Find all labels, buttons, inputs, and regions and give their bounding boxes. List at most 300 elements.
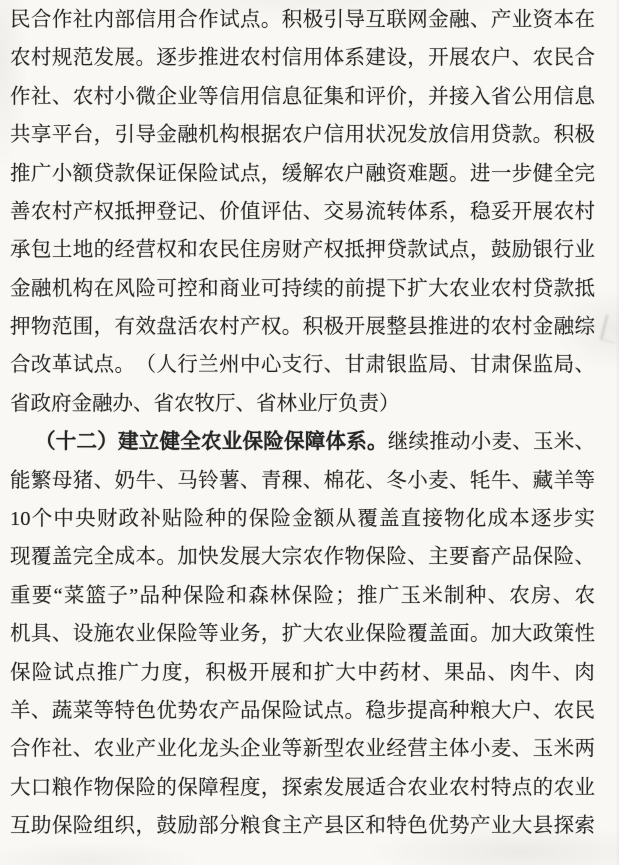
glyph: 业 [490,815,512,838]
glyph: 和 [226,584,247,607]
glyph: 势 [449,815,470,838]
glyph: 、 [51,623,73,646]
glyph: 等 [281,738,303,761]
glyph: 局 [553,354,575,377]
glyph: 续 [408,431,429,454]
glyph: 贷 [490,124,512,147]
glyph: 、 [574,546,595,569]
text-line [10,730,595,768]
text-line [10,1,595,39]
glyph: 放 [428,124,449,147]
glyph: 繁 [30,469,52,492]
glyph: 设 [386,47,407,70]
glyph: 积 [302,316,324,339]
glyph: 风 [114,277,136,300]
glyph: 、 [469,8,491,31]
glyph: 肉 [574,661,595,684]
glyph: 价 [386,85,407,108]
glyph: 面 [449,623,470,646]
text-line [10,807,595,845]
glyph: 青 [260,469,282,492]
glyph: 大 [511,815,533,838]
glyph: 机 [198,124,219,147]
glyph: 适 [365,776,386,799]
glyph: 额 [72,162,94,185]
glyph: 产 [219,699,240,722]
glyph: 特 [386,815,407,838]
glyph: ， [260,623,282,646]
glyph: 物 [444,508,465,531]
glyph: 试 [72,354,94,377]
glyph: 资 [532,8,554,31]
glyph: 规 [51,47,73,70]
glyph: 广 [30,162,52,185]
glyph: 企 [156,85,177,108]
glyph: 、 [449,354,470,377]
glyph: 台 [72,124,94,147]
glyph: 建 [365,47,386,70]
glyph: 开 [428,47,449,70]
glyph: 平 [51,124,73,147]
glyph: 行 [302,354,324,377]
glyph: 省 [490,85,512,108]
glyph: 农 [323,162,345,185]
glyph: 业 [156,738,177,761]
glyph: 户 [302,124,324,147]
glyph: 体 [323,47,345,70]
glyph: 优 [428,815,449,838]
glyph: 施 [93,623,115,646]
glyph: 政 [30,392,51,415]
glyph: 完 [574,162,595,185]
glyph: 融 [553,316,575,339]
glyph: 业 [574,776,595,799]
glyph: 控 [177,277,198,300]
glyph: ， [449,200,470,223]
glyph: 大 [428,277,449,300]
glyph: 系 [428,200,449,223]
glyph: 合 [10,354,31,377]
glyph: 用 [302,47,324,70]
glyph: 机 [10,623,31,646]
glyph: 小 [114,85,136,108]
glyph: 系 [344,47,365,70]
glyph: 村 [574,200,595,223]
glyph: 农 [281,124,303,147]
glyph: 责 [358,392,379,415]
glyph: 推 [198,47,219,70]
glyph: 品 [139,584,160,607]
glyph: 篮 [85,584,107,607]
glyph: 性 [574,623,595,646]
glyph: 发 [93,47,115,70]
glyph: 围 [72,316,94,339]
glyph: 民 [553,47,575,70]
glyph: 入 [469,85,491,108]
glyph: 保 [260,699,282,722]
glyph: 范 [51,316,73,339]
glyph: 引 [323,8,345,31]
glyph: 政 [118,508,140,531]
glyph: 试 [428,239,449,262]
glyph: 。 [532,124,554,147]
glyph: 本 [509,508,530,531]
glyph: ， [407,47,428,70]
glyph: 地 [72,239,94,262]
glyph: 贷 [93,162,115,185]
glyph: 征 [302,85,324,108]
glyph: 龙 [198,738,219,761]
glyph: 有 [114,316,136,339]
glyph: 记 [177,200,198,223]
glyph: 羊 [10,699,31,722]
glyph: 点 [449,239,470,262]
glyph: 信 [323,124,345,147]
glyph: 县 [532,815,554,838]
glyph: 村 [469,776,491,799]
glyph: ， [93,316,115,339]
glyph: 房 [260,239,282,262]
glyph: ， [183,661,205,684]
glyph: 奶 [114,469,136,492]
glyph: 业 [428,776,449,799]
glyph: 易 [344,200,365,223]
glyph: 行 [553,239,575,262]
glyph: 保 [182,584,204,607]
glyph: 重 [10,584,31,607]
glyph: 励 [177,815,198,838]
glyph: 、 [302,200,324,223]
glyph: 农 [553,699,575,722]
glyph: 款 [553,277,575,300]
glyph: 共 [10,124,31,147]
glyph: 改 [30,354,52,377]
glyph: 主 [428,738,449,761]
glyph: 集 [323,85,345,108]
glyph: 业 [239,277,261,300]
glyph: 要 [31,584,53,607]
glyph: 小 [407,469,428,492]
glyph: 品 [465,661,487,684]
glyph: 流 [365,200,386,223]
glyph: 。 [114,354,136,377]
glyph: 在 [574,8,595,31]
glyph: 的 [156,776,177,799]
glyph: 产 [490,8,512,31]
glyph: 农 [302,546,324,569]
glyph: 程 [219,776,240,799]
glyph: 解 [302,162,324,185]
glyph: 农 [449,277,470,300]
glyph: 牛 [490,469,512,492]
glyph: 的 [227,508,248,531]
glyph: 能 [10,469,31,492]
glyph: 菜 [63,584,85,607]
glyph: 合 [574,47,595,70]
glyph: 息 [574,85,595,108]
glyph: 金 [292,508,313,531]
glyph: 粮 [239,815,261,838]
glyph: 中 [357,661,378,684]
glyph: 妥 [490,200,512,223]
glyph: 高 [428,699,449,722]
glyph: 化 [177,738,198,761]
glyph: 转 [386,200,407,223]
glyph: 中 [239,354,261,377]
glyph: 信 [135,8,156,31]
glyph: 农 [553,776,575,799]
glyph: 等 [198,85,219,108]
glyph: 保 [511,354,533,377]
glyph: 。 [449,162,470,185]
glyph: 大 [302,623,324,646]
text-line [10,231,595,269]
glyph: 快 [198,546,219,569]
glyph: 展 [532,200,554,223]
glyph: 村 [219,316,240,339]
glyph: 登 [156,200,177,223]
glyph: 保 [10,661,31,684]
glyph: ； [335,584,356,607]
glyph: 村 [93,85,115,108]
glyph: 盖 [378,508,400,531]
glyph: 银 [386,354,407,377]
glyph: 区 [344,815,365,838]
glyph: 交 [323,200,345,223]
glyph: 建 [118,431,139,454]
glyph: 保 [51,815,73,838]
glyph: 险 [281,699,303,722]
glyph: 引 [114,124,136,147]
glyph: 业 [344,623,365,646]
glyph: 积 [205,661,226,684]
glyph: 险 [386,623,407,646]
glyph: 内 [93,8,115,31]
glyph: 缓 [281,162,303,185]
glyph: 棉 [323,469,345,492]
glyph: 和 [198,277,219,300]
glyph: 作 [10,85,31,108]
glyph: 、 [449,469,470,492]
glyph: 型 [323,738,345,761]
glyph: 负 [338,392,359,415]
glyph: 、 [532,699,554,722]
glyph: 款 [114,162,136,185]
glyph: 民 [574,699,595,722]
glyph: 试 [219,8,240,31]
glyph: 特 [114,699,136,722]
glyph: 农 [198,316,219,339]
text-line [10,615,595,653]
glyph: 险 [183,508,205,531]
glyph: 抵 [114,200,136,223]
glyph: 推 [10,162,31,185]
glyph: 产 [72,200,94,223]
glyph: 冬 [386,469,407,492]
glyph: 款 [511,124,533,147]
glyph: 点 [75,661,96,684]
glyph: 极 [227,661,248,684]
glyph: 业 [297,392,318,415]
glyph: 村 [260,47,282,70]
glyph: “ [53,584,63,607]
text-line [10,385,595,423]
glyph: 农 [10,47,31,70]
glyph: 贷 [532,277,554,300]
glyph: 体 [407,200,428,223]
glyph: 接 [449,85,470,108]
glyph: 业 [221,431,243,454]
glyph: ， [407,85,428,108]
glyph: 主 [428,546,449,569]
glyph: 构 [72,277,94,300]
glyph: 体 [449,738,470,761]
glyph: 两 [574,738,595,761]
glyph: 猪 [72,469,94,492]
glyph: 动 [450,431,471,454]
glyph: 成 [114,546,136,569]
glyph: 中 [53,508,74,531]
glyph: 评 [260,200,282,223]
glyph: 、 [239,469,261,492]
glyph: 融 [92,392,113,415]
glyph: 、 [72,738,94,761]
glyph: 肃 [490,354,512,377]
glyph: 资 [386,162,407,185]
glyph: 保 [177,162,198,185]
glyph: 保 [114,776,136,799]
glyph: 息 [281,85,303,108]
glyph: 险 [553,546,575,569]
glyph: 体 [325,431,346,454]
text-line [10,577,595,615]
glyph: 展 [270,661,291,684]
glyph: 盘 [156,316,177,339]
glyph: 粮 [469,699,491,722]
glyph: 覆 [30,546,52,569]
scan-smudge-icon [600,315,619,344]
glyph: 色 [135,699,156,722]
glyph: 和 [292,661,313,684]
glyph: 业 [511,8,533,31]
glyph: 分 [219,815,240,838]
glyph: 互 [10,815,31,838]
glyph: 继 [387,431,409,454]
glyph: 押 [365,239,386,262]
glyph: 业 [177,85,198,108]
glyph: 实 [574,508,595,531]
glyph: 网 [407,8,428,31]
glyph: 、 [93,469,115,492]
glyph: 机 [51,277,73,300]
glyph: 农 [553,200,575,223]
glyph: 广 [118,661,140,684]
glyph: 。 [156,546,177,569]
glyph: 保 [177,776,198,799]
glyph: 本 [135,546,156,569]
glyph: 承 [10,239,31,262]
glyph: 、 [552,584,574,607]
glyph: 农 [574,584,595,607]
glyph: 从 [335,508,357,531]
glyph: 下 [386,277,407,300]
glyph: 牛 [135,469,156,492]
glyph: 进 [219,47,240,70]
glyph: 农 [198,699,219,722]
glyph: 可 [260,277,282,300]
text-line [10,116,595,154]
glyph: 等 [198,623,219,646]
glyph: 省 [10,392,31,415]
glyph: 权 [93,200,115,223]
glyph: 十 [55,431,77,454]
glyph: 接 [422,508,443,531]
glyph: 特 [490,776,512,799]
glyph: 物 [30,316,52,339]
document-body [10,1,595,846]
glyph: 押 [135,200,156,223]
text-line [10,78,595,116]
glyph: 县 [407,316,428,339]
glyph: 局 [428,354,449,377]
glyph: 小 [469,738,491,761]
glyph: 、 [302,469,324,492]
glyph: 藏 [532,469,554,492]
glyph: 合 [386,776,407,799]
glyph: 和 [365,815,386,838]
glyph: 组 [93,815,115,838]
glyph: 种 [161,584,182,607]
glyph: 农 [469,47,491,70]
glyph: 险 [135,277,156,300]
glyph: 展 [239,546,261,569]
glyph: 度 [239,776,261,799]
glyph: 。 [281,316,303,339]
glyph: 果 [444,661,465,684]
glyph: 作 [198,8,219,31]
glyph: 保 [156,623,177,646]
glyph: 米 [553,431,575,454]
glyph: 势 [177,699,198,722]
glyph: 厅 [317,392,338,415]
glyph: 险 [313,584,334,607]
glyph: 立 [138,431,160,454]
glyph: 务 [239,623,261,646]
glyph: 部 [114,8,136,31]
glyph: 产 [302,815,324,838]
glyph: 新 [302,738,324,761]
glyph: 稳 [365,699,386,722]
glyph: 展 [449,47,470,70]
glyph: 食 [260,815,282,838]
glyph: 本 [553,8,575,31]
glyph: 信 [260,85,282,108]
glyph: 、 [511,469,533,492]
glyph: 米 [422,584,443,607]
glyph: 作 [323,546,345,569]
glyph: 县 [323,815,345,838]
glyph: 麦 [490,738,512,761]
glyph: 业 [469,277,491,300]
glyph: 极 [302,8,324,31]
glyph: 化 [465,508,487,531]
glyph: 府 [51,392,72,415]
glyph: 社 [30,85,52,108]
glyph: 覆 [357,508,378,531]
glyph: 积 [281,8,303,31]
glyph: 大 [335,661,357,684]
glyph: 革 [51,354,73,377]
